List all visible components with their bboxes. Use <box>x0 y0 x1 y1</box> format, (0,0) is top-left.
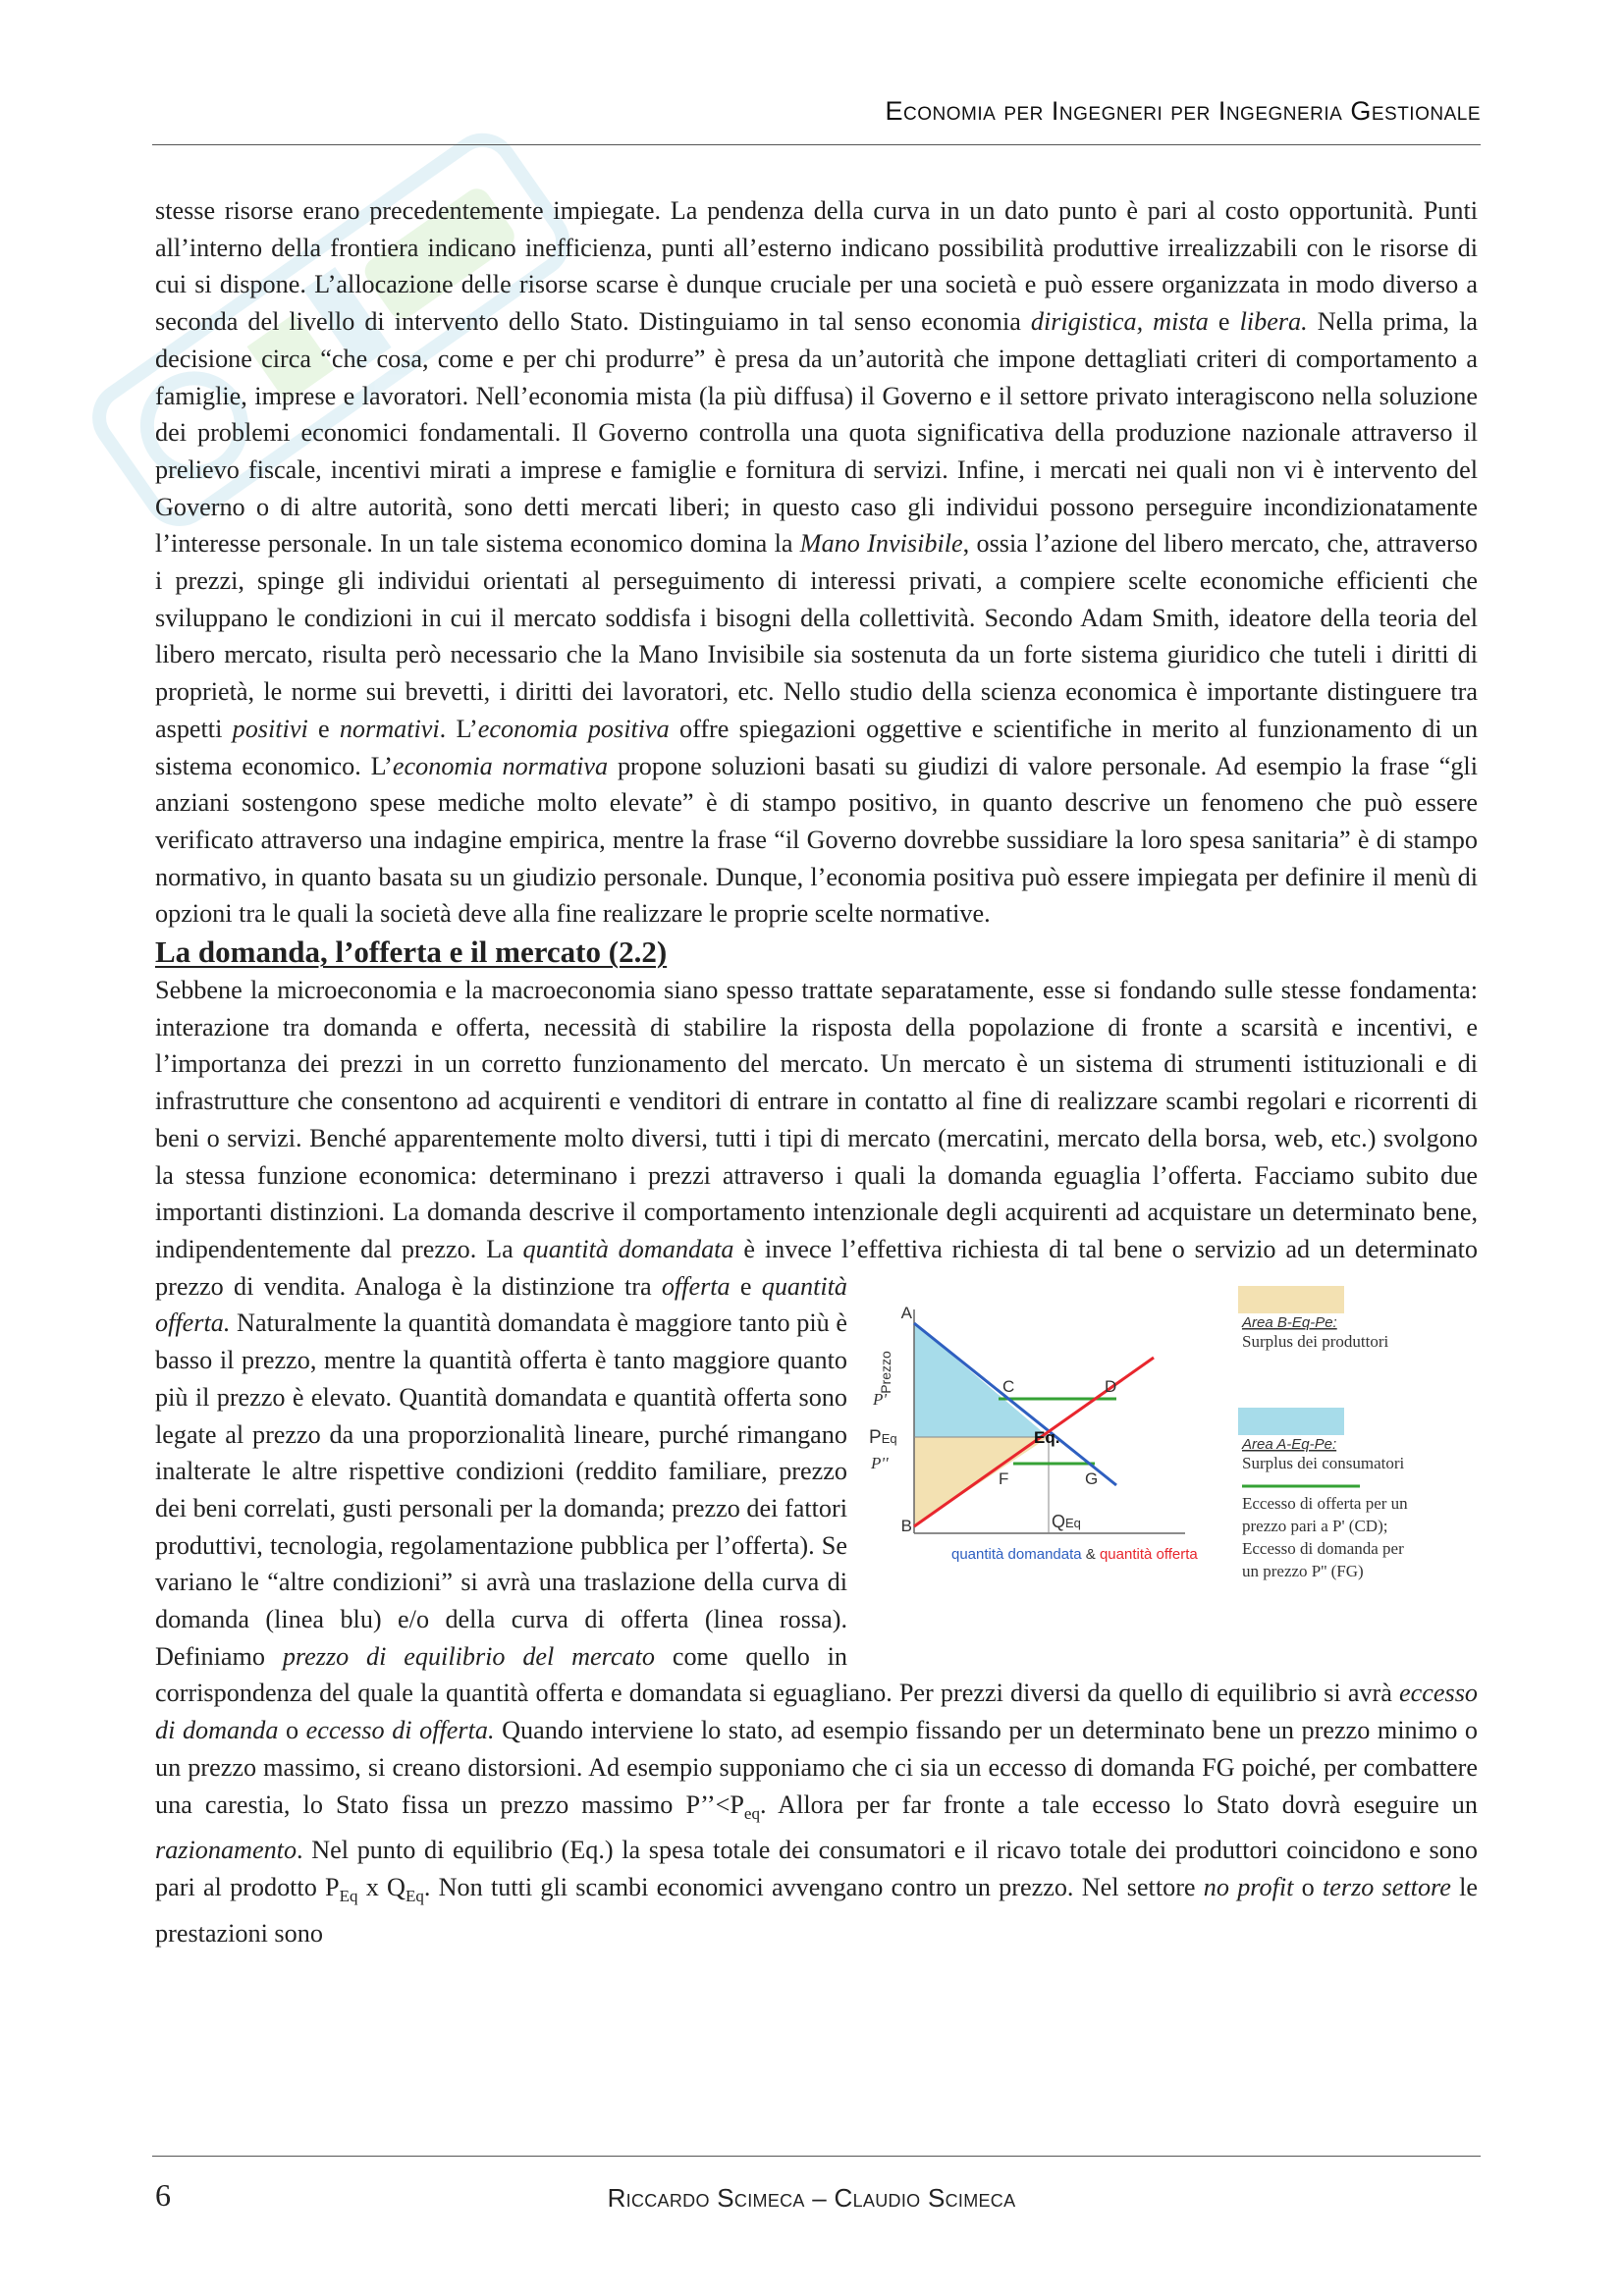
point-d-label: D <box>1105 1376 1117 1396</box>
legend-excess-line2: prezzo pari a P' (CD); <box>1242 1516 1388 1535</box>
x-axis-label <box>951 1546 1198 1563</box>
text-run: come quello in corrispondenza del quale la quantità offerta e domandata si eguagliano. Per prezzi diversi da quello di equilibrio si avrà <box>155 1641 1400 1708</box>
text-run: . Nel punto di equilibrio (Eq.) la spesa totale dei consumatori e il ricavo totale dei produttori coincidono e sono pari al prodotto P <box>155 1836 1478 1902</box>
point-a-label: A <box>900 1303 912 1322</box>
header-rule <box>152 144 1481 145</box>
emphasis: no profit <box>1203 1873 1294 1902</box>
emphasis: positivi <box>232 714 308 743</box>
emphasis: libera. <box>1239 307 1308 337</box>
emphasis: terzo settore <box>1322 1873 1451 1902</box>
price-p2-label: P'' <box>871 1453 889 1472</box>
text-run: stesse risorse erano precedentemente impiegate. La pendenza della curva in un dato punto è pari al costo opportunità. Punti all’interno della frontiera indicano inefficienza, punti all’esterno indicano possibilità produttive irrealizzabili con le risorse di cui si dispone. L’allocazione delle risorse scarse è dunque cruciale per una società e può essere organizzata in modo diverso a seconda del livello di intervento dello Stato. Distinguiamo in tal senso economia <box>155 196 1478 337</box>
legend-producer-swatch <box>1238 1286 1344 1313</box>
price-eq-symbol: P <box>869 1426 882 1448</box>
text-run: . L’ <box>439 714 478 743</box>
text-run: Sebbene la microeconomia e la macroeconomia siano spesso trattate separatamente, esse si fondando sulle stesse fondamenta: interazione tra domanda e offerta, necessità di stabilire la risposta della popolazione di fronte a scarsità e incentivi, e l’importanza dei prezzi in un corretto funzionamento del mercato. Un mercato è un sistema di strumenti istituzionali e di infrastrutture che consentono ad acquirenti e venditori di entrare in contatto al fine di realizzare scambi regolari e ricorrenti di beni o servizi. Benché apparentemente molto diversi, tutti i tipi di mercato (mercatini, mercato della borsa, web, etc.) svolgono la stessa funzione economica: determinano i prezzi attraverso i quali la domanda eguaglia l’offerta. Facciamo subito due importanti distinzioni. La domanda descrive il comportamento intenzionale degli acquirenti ad acquistare un determinato bene, indipendentemente dal prezzo. La <box>155 976 1478 1263</box>
emphasis: Mano Invisibile <box>799 529 963 559</box>
emphasis: eccesso di domanda <box>155 1679 1478 1745</box>
footer-rule <box>152 2156 1481 2157</box>
emphasis: dirigistica, mista <box>1030 307 1209 337</box>
text-run: o <box>1293 1873 1323 1902</box>
text-run: offre spiegazioni oggettive e scientifiche in merito al funzionamento di un sistema economico. L’ <box>155 714 1479 780</box>
point-b-label: B <box>900 1516 912 1535</box>
x-axis-label-supply: quantità offerta <box>1099 1545 1198 1563</box>
paragraph-economic-systems <box>155 192 1478 933</box>
running-header: Economia per Ingegneri per Ingegneria Gestionale <box>885 96 1481 126</box>
legend-producer-area: Area B-Eq-Pe: <box>1242 1313 1337 1331</box>
section-heading: La domanda, l’offerta e il mercato (2.2) <box>155 934 668 970</box>
quantity-eq-symbol: Q <box>1052 1511 1066 1531</box>
legend-excess-line4: un prezzo P'' (FG) <box>1242 1561 1364 1580</box>
x-axis-label-amp: & <box>1081 1545 1100 1563</box>
subscript: Eq <box>405 1887 424 1906</box>
text-run: e <box>730 1271 762 1301</box>
point-g-label: G <box>1085 1468 1099 1488</box>
quantity-eq-label <box>1052 1512 1081 1531</box>
text-run: e <box>307 714 340 743</box>
equilibrium-label: Eq. <box>1034 1427 1060 1447</box>
text-run: Nella prima, la decisione circa “che cosa, come e per chi produrre” è presa da un’autorità che impone dettagliati criteri di comportamento a famiglie, imprese e lavoratori. Nell’economia mista (la più diffusa) il Governo e il settore privato interagiscono nella soluzione dei problemi economici fondamentali. Il Governo controlla una quota significativa della produzione nazionale attraverso il prelievo fiscale, incentivi mirati a imprese e famiglie e fornitura di servizi. Infine, i mercati nei quali non vi è intervento del Governo o di altre autorità, sono detti mercati liberi; in questo caso gli individui possono perseguire incondizionatamente l’interesse personale. In un tale sistema economico domina la <box>155 307 1478 559</box>
emphasis: eccesso di offerta. <box>305 1716 495 1745</box>
footer-authors: Riccardo Scimeca – Claudio Scimeca <box>607 2183 1016 2213</box>
page-number: 6 <box>155 2177 171 2213</box>
emphasis: quantità domandata <box>522 1234 734 1263</box>
text-run: propone soluzioni basati su giudizi di valore personale. Ad esempio la frase “gli anziani sostengono spese mediche molto elevate” è di stampo positivo, in quanto descrive un fenomeno che può essere verificato attraverso una indagine empirica, mentre la frase “il Governo dovrebbe sussidiare la loro spesa sanitaria” è di stampo normativo, in quanto basata su un giudizio personale. Dunque, l’economia positiva può essere impiegata per definire il menù di opzioni tra le quali la società deve alla fine realizzare le proprie scelte normative. <box>155 751 1478 929</box>
subscript: Eq <box>339 1887 358 1906</box>
emphasis: economia normativa <box>392 751 609 780</box>
legend-excess-line3: Eccesso di domanda per <box>1242 1538 1404 1558</box>
supply-demand-diagram <box>869 1274 1488 1665</box>
emphasis: normativi <box>339 714 440 743</box>
text-run: bene o servizio ad un determinato prezzo di vendita. Analoga è la distinzione tra <box>155 1234 1478 1301</box>
paragraph-supply-demand <box>155 972 1478 1952</box>
emphasis: prezzo di equilibrio del mercato <box>282 1641 655 1671</box>
text-run: . Non tutti gli scambi economici avvengano contro un prezzo. Nel settore <box>423 1873 1204 1902</box>
supply-demand-figure <box>869 1274 1488 1665</box>
price-p1-label: P' <box>873 1389 888 1409</box>
page-body <box>155 192 1478 1952</box>
text-run: Naturalmente la quantità domandata è maggiore tanto più è basso il prezzo, mentre la quantità offerta è tanto maggiore quanto più il prezzo è elevato. Quantità domandata e quantità offerta sono legate al prezzo da una proporzionalità lineare, purché rimangano inalterate le altre rispettive condizioni (reddito familiare, prezzo dei beni correlati, gusti personali per la domanda; prezzo dei fattori produttivi, tecnologia, regolamentazione pubblica per l’offerta). Se variano le “altre condizioni” si avrà una traslazione della curva di domanda (linea blu) e/o della curva di offerta (linea rossa). Definiamo <box>155 1308 847 1671</box>
price-eq-label <box>869 1427 897 1448</box>
text-run: è invece l’effettiva richiesta di tal <box>733 1234 1114 1263</box>
subscript: eq <box>743 1803 760 1823</box>
y-axis-label: Prezzo <box>878 1350 893 1394</box>
price-eq-subscript: Eq <box>881 1430 897 1446</box>
legend-consumer-desc: Surplus dei consumatori <box>1242 1453 1405 1472</box>
legend-producer-desc: Surplus dei produttori <box>1242 1331 1389 1351</box>
legend-consumer-area: Area A-Eq-Pe: <box>1242 1435 1337 1453</box>
quantity-eq-subscript: Eq <box>1065 1515 1081 1530</box>
text-run: e <box>1208 307 1240 337</box>
point-c-label: C <box>1002 1376 1015 1396</box>
text-run: , ossia l’azione del libero mercato, che, attraverso i prezzi, spinge gli individui orientati al perseguimento di interessi privati, a compiere scelte economiche efficienti che sviluppano le condizioni in cui il mercato soddisfa i bisogni della collettività. Secondo Adam Smith, ideatore della teoria del libero mercato, risulta però necessario che la Mano Invisibile sia sostenuta da un forte sistema giuridico che tuteli i diritti di proprietà, le norme sui brevetti, i diritti dei lavoratori, etc. Nello studio della scienza economica è importante distinguere tra aspetti <box>155 529 1478 743</box>
emphasis: offerta <box>661 1271 730 1301</box>
text-run: x Q <box>357 1873 406 1902</box>
x-axis-label-demand: quantità domandata <box>951 1545 1082 1563</box>
legend-consumer-swatch <box>1238 1408 1344 1435</box>
emphasis: economia positiva <box>477 714 670 743</box>
point-f-label: F <box>999 1468 1009 1488</box>
emphasis: razionamento <box>155 1836 298 1865</box>
text-run: o <box>278 1716 306 1745</box>
text-run: Quando interviene lo stato, ad esempio fissando per un determinato bene un prezzo minimo o un prezzo massimo, si creano distorsioni. Ad esempio supponiamo che ci sia un eccesso di domanda FG poiché, per combattere una carestia, lo Stato fissa un prezzo massimo P’’<P <box>155 1716 1479 1819</box>
legend-excess-line1: Eccesso di offerta per un <box>1242 1493 1408 1513</box>
text-run: . Allora per far fronte a tale eccesso lo Stato dovrà eseguire un <box>759 1789 1478 1819</box>
emphasis: quantità offerta. <box>155 1271 848 1338</box>
text-run: le prestazioni sono <box>155 1873 1479 1949</box>
